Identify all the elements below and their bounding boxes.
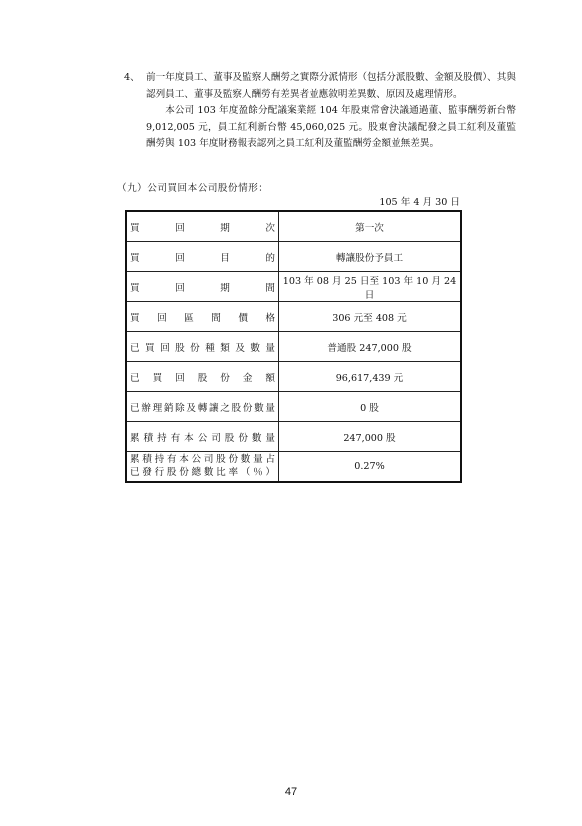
row-value: 306 元至 408 元 — [279, 302, 462, 332]
table-row — [126, 302, 461, 332]
item-4-body: 本公司 103 年度盈餘分配議案業經 104 年股東常會決議通過董、監事酬勞新台幣 9,012,005 元，員工紅利新台幣 45,060,025 元。股東會決議配發之員工紅利及董監酬勞與 103 年度財務報表認列之員工紅利及董監酬勞金額並無差異。 — [146, 105, 516, 149]
table-row — [126, 392, 461, 422]
row-label: 買回期次 — [126, 211, 279, 242]
item-4-block — [124, 70, 516, 153]
row-value: 0 股 — [279, 392, 462, 422]
row-value: 0.27% — [279, 452, 462, 483]
table-row — [126, 452, 461, 483]
row-value: 96,617,439 元 — [279, 362, 462, 392]
table-row — [126, 272, 461, 302]
table-row — [126, 211, 461, 242]
row-label: 買回目的 — [126, 242, 279, 272]
row-label: 買回區間價格 — [126, 302, 279, 332]
item-4-heading: 前一年度員工、董事及監察人酬勞之實際分派情形（包括分派股數、金額及股價）、其與認列員工、董事及監察人酬勞有差異者並應敘明差異數、原因及處理情形。 — [146, 72, 516, 100]
row-label-line-1: 累積持有本公司股份數量占 — [130, 454, 275, 465]
page-number: 47 — [284, 786, 298, 798]
section-9-title: （九）公司買回本公司股份情形： — [117, 183, 269, 194]
row-label: 買回期間 — [126, 272, 279, 302]
table-row — [126, 242, 461, 272]
row-value: 103 年 08 月 25 日至 103 年 10 月 24 日 — [279, 272, 462, 302]
section-9-date: 105 年 4 月 30 日 — [379, 197, 460, 208]
row-label: 已買回股份金額 — [126, 362, 279, 392]
item-4-number: 4、 — [124, 72, 140, 83]
row-value: 轉讓股份予員工 — [279, 242, 462, 272]
row-value: 普通股 247,000 股 — [279, 332, 462, 362]
row-label: 已買回股份種類及數量 — [126, 332, 279, 362]
table-row — [126, 422, 461, 452]
row-value: 第一次 — [279, 211, 462, 242]
row-label: 已辦理銷除及轉讓之股份數量 — [126, 392, 279, 422]
item-4-heading-row — [124, 70, 516, 103]
row-label-line-2: 已發行股份總數比率（％） — [130, 466, 275, 478]
buyback-table — [125, 210, 462, 483]
row-value: 247,000 股 — [279, 422, 462, 452]
row-label-two-line — [126, 452, 279, 483]
row-label: 累積持有本公司股份數量 — [126, 422, 279, 452]
table-row — [126, 362, 461, 392]
table-row — [126, 332, 461, 362]
